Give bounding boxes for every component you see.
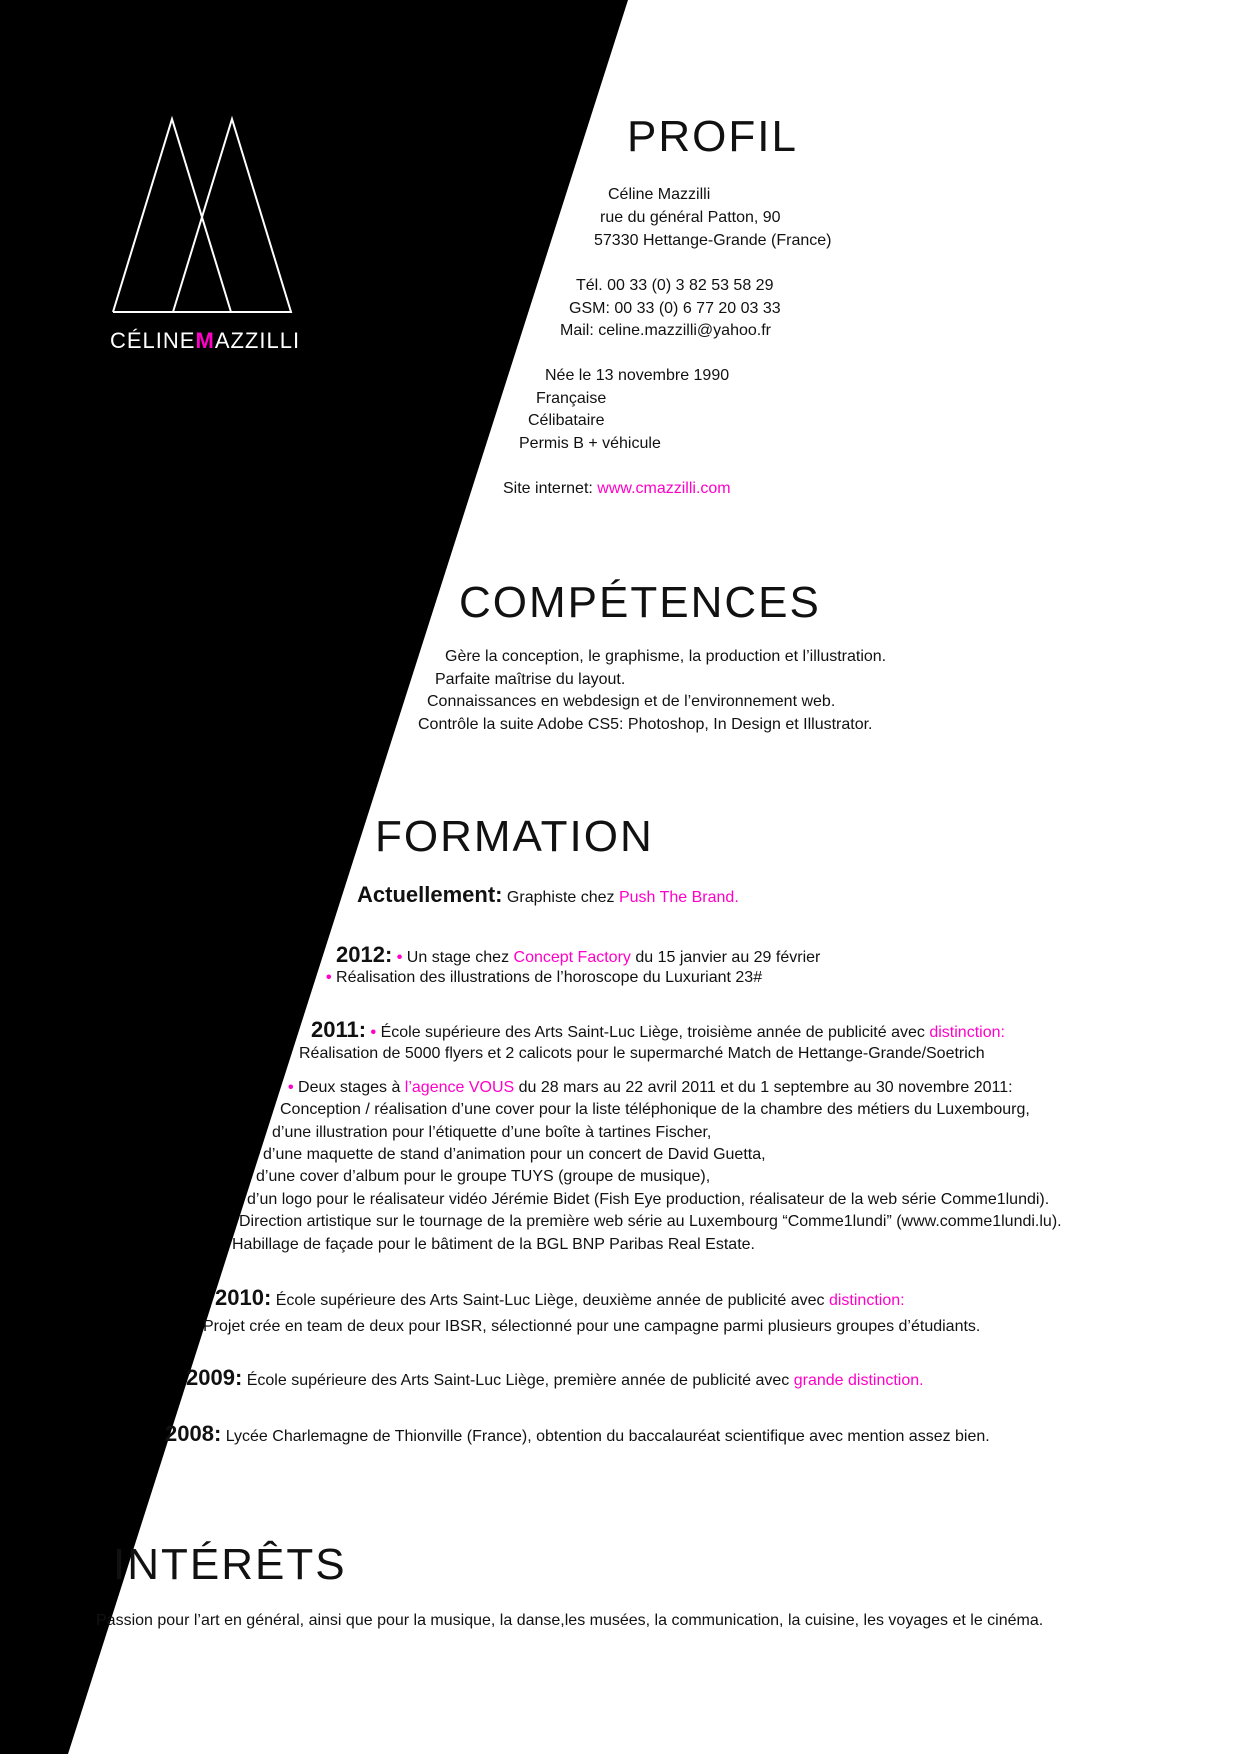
current-text: Graphiste chez — [502, 889, 619, 906]
profil-street: rue du général Patton, 90 — [600, 209, 781, 226]
entry-2011-a-detail: Réalisation de 5000 flyers et 2 calicots pour le supermarché Match de Hettange-Grande/Soetrich — [299, 1045, 985, 1062]
year-2012: 2012: — [336, 942, 393, 967]
profil-city: 57330 Hettange-Grande (France) — [594, 232, 832, 249]
entry-text: Deux stages à — [293, 1079, 405, 1096]
site-link[interactable]: www.cmazzilli.com — [597, 480, 731, 497]
entry-link[interactable]: distinction: — [828, 1292, 905, 1309]
interets-text: Passion pour l’art en général, ainsi que pour la musique, la danse,les musées, la communication, la cuisine, les voyages et le cinéma. — [96, 1612, 1044, 1629]
entry-text: Réalisation des illustrations de l’horoscope du Luxuriant 23# — [331, 969, 763, 986]
entry-2010 — [215, 1287, 905, 1312]
logo-first-name: CÉLINE — [110, 328, 196, 353]
detail-line: Conception / réalisation d’une cover pour la liste téléphonique de la chambre des métiers du Luxembourg, — [280, 1101, 1030, 1118]
logo-mountains-icon — [108, 112, 296, 314]
entry-link[interactable]: grande distinction. — [793, 1372, 924, 1389]
logo-name — [110, 328, 300, 354]
competences-heading: COMPÉTENCES — [459, 578, 821, 627]
bullet-icon: • — [370, 1024, 377, 1041]
entry-text: École supérieure des Arts Saint-Luc Liège, deuxième année de publicité avec — [271, 1292, 829, 1309]
year-2011: 2011: — [311, 1017, 367, 1042]
competences-line: Contrôle la suite Adobe CS5: Photoshop, In Design et Illustrator. — [418, 716, 873, 733]
bullet-icon: • — [288, 1079, 294, 1096]
entry-2011-b — [288, 1077, 1013, 1099]
interets-heading: INTÉRÊTS — [113, 1540, 347, 1589]
profil-gsm: GSM: 00 33 (0) 6 77 20 03 33 — [569, 300, 781, 317]
entry-text: École supérieure des Arts Saint-Luc Liège, première année de publicité avec — [242, 1372, 794, 1389]
year-2010: 2010: — [215, 1285, 272, 1310]
year-2009: 2009: — [186, 1365, 243, 1390]
competences-line: Gère la conception, le graphisme, la production et l’illustration. — [445, 648, 887, 665]
current-link[interactable]: Push The Brand. — [618, 889, 739, 906]
detail-line: d’une cover d’album pour le groupe TUYS (groupe de musique), — [256, 1168, 711, 1185]
entry-text: Un stage chez — [402, 949, 514, 966]
profil-site — [503, 478, 731, 500]
year-2008: 2008: — [165, 1421, 222, 1446]
profil-nationality: Française — [536, 390, 607, 407]
competences-line: Parfaite maîtrise du layout. — [435, 671, 626, 688]
entry-text: École supérieure des Arts Saint-Luc Liège, troisième année de publicité avec — [376, 1024, 930, 1041]
entry-text: Lycée Charlemagne de Thionville (France), obtention du baccalauréat scientifique avec mention assez bien. — [221, 1428, 990, 1445]
detail-line: Habillage de façade pour le bâtiment de la BGL BNP Paribas Real Estate. — [232, 1236, 755, 1253]
profil-tel: Tél. 00 33 (0) 3 82 53 58 29 — [576, 277, 774, 294]
entry-2011-a — [311, 1019, 1005, 1044]
bullet-icon: • — [326, 969, 332, 986]
entry-link[interactable]: Concept Factory — [513, 949, 631, 966]
site-label: Site internet: — [503, 480, 598, 497]
formation-current — [357, 884, 739, 909]
profil-status: Célibataire — [528, 412, 605, 429]
entry-2012-a — [336, 944, 820, 969]
profil-name: Céline Mazzilli — [608, 186, 711, 203]
bullet-icon: • — [396, 949, 403, 966]
competences-line: Connaissances en webdesign et de l’environnement web. — [427, 693, 836, 710]
profil-license: Permis B + véhicule — [519, 435, 661, 452]
detail-line: d’un logo pour le réalisateur vidéo Jérémie Bidet (Fish Eye production, réalisateur de la web série Comme1lundi). — [247, 1191, 1050, 1208]
entry-2009 — [186, 1367, 924, 1392]
profil-mail[interactable]: Mail: celine.mazzilli@yahoo.fr — [560, 322, 771, 339]
detail-line: Direction artistique sur le tournage de la première web série au Luxembourg “Comme1lundi” (www.comme1lundi.lu). — [239, 1213, 1062, 1230]
detail-line: d’une maquette de stand d’animation pour un concert de David Guetta, — [263, 1146, 766, 1163]
logo-initial: M — [195, 328, 215, 353]
detail-line: d’une illustration pour l’étiquette d’une boîte à tartines Fischer, — [272, 1124, 712, 1141]
entry-text: du 28 mars au 22 avril 2011 et du 1 septembre au 30 novembre 2011: — [514, 1079, 1013, 1096]
logo-last-name: AZZILLI — [214, 328, 301, 353]
profil-heading: PROFIL — [627, 112, 798, 161]
entry-2008 — [165, 1423, 990, 1448]
entry-text: du 15 janvier au 29 février — [630, 949, 821, 966]
entry-link[interactable]: distinction: — [929, 1024, 1005, 1041]
entry-2010-detail: Projet crée en team de deux pour IBSR, sélectionné pour une campagne parmi plusieurs groupes d’étudiants. — [203, 1318, 981, 1335]
profil-born: Née le 13 novembre 1990 — [545, 367, 730, 384]
entry-2012-b — [326, 967, 762, 989]
entry-link[interactable]: l’agence VOUS — [404, 1079, 515, 1096]
formation-heading: FORMATION — [375, 812, 654, 861]
current-label: Actuellement: — [357, 882, 503, 907]
